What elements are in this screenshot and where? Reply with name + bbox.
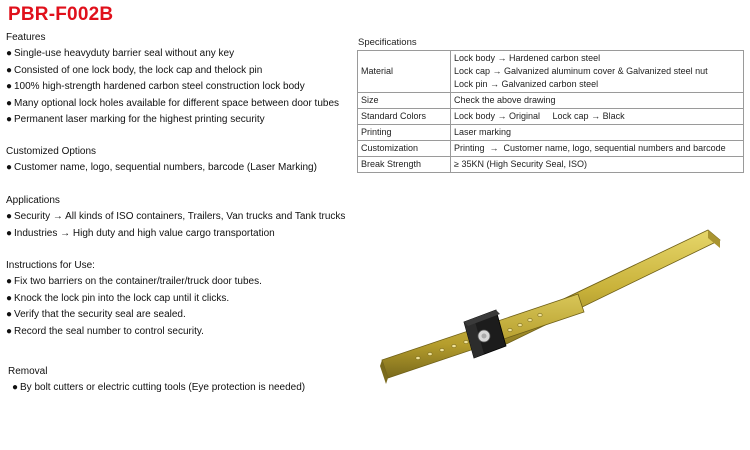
spec-value-line: Lock body → Hardened carbon steel [454,53,601,63]
table-row [358,141,744,157]
list-item: ● By bolt cutters or electric cutting tools (Eye protection is needed) [8,380,305,397]
features-heading: Features [6,32,46,43]
bullet-icon: ● [6,211,13,222]
spec-value: Check the above drawing [451,93,744,109]
list-item: ● Industries → High duty and high value cargo transportation [6,226,345,243]
customized-section [6,144,317,177]
spec-value-line: Lock pin → Galvanized carbon steel [454,79,599,89]
bullet-icon: ● [6,81,13,92]
table-row [358,109,744,125]
list-item: ● Consisted of one lock body, the lock cap and thelock pin [6,63,339,80]
applications-heading: Applications [6,195,60,206]
list-item: ● Record the seal number to control security. [6,324,262,341]
spec-key: Standard Colors [358,109,451,125]
spec-value: Lock body → Original Lock cap → Black [451,109,744,125]
list-item: ● Single-use heavyduty barrier seal without any key [6,46,339,63]
spec-key: Size [358,93,451,109]
barrier-seal-illustration-icon [378,218,748,398]
product-title: PBR-F002B [8,4,114,25]
bullet-icon: ● [6,48,13,59]
customized-heading: Customized Options [6,146,97,157]
table-row [358,51,744,93]
bullet-icon: ● [6,292,13,304]
applications-section [6,193,345,242]
removal-section [8,364,305,397]
bullet-icon: ● [6,309,13,320]
list-item: ● Fix two barriers on the container/trailer/truck door tubes. [6,274,262,291]
spec-key: Printing [358,125,451,141]
list-item: ● Security → All kinds of ISO containers, Trailers, Van trucks and Tank trucks [6,209,345,226]
features-section [6,30,339,129]
specifications-table [357,50,744,173]
bullet-icon: ● [6,97,13,109]
list-item: ● 100% high-strength hardened carbon steel construction lock body [6,79,339,96]
instructions-section [6,258,262,340]
spec-key: Customization [358,141,451,157]
bullet-icon: ● [6,162,13,173]
bullet-icon: ● [6,276,13,287]
product-photo [378,218,748,398]
list-item: ● Customer name, logo, sequential numbers, barcode (Laser Marking) [6,160,317,177]
spec-value: Printing → Customer name, logo, sequential numbers and barcode [451,141,744,157]
spec-value-line: Lock cap → Galvanized aluminum cover & Galvanized steel nut [454,66,708,76]
spec-key: Material [358,51,451,93]
features-list [6,46,339,129]
list-item: ● Permanent laser marking for the highest printing security [6,112,339,129]
bullet-icon: ● [6,325,13,337]
removal-heading: Removal [8,366,48,377]
spec-value: ≥ 35KN (High Security Seal, ISO) [451,157,744,173]
bullet-icon: ● [6,227,13,239]
bullet-icon: ● [12,382,19,393]
table-row [358,157,744,173]
specifications-heading: Specifications [358,37,417,48]
instructions-heading: Instructions for Use: [6,260,95,271]
table-row [358,93,744,109]
list-item: ● Knock the lock pin into the lock cap until it clicks. [6,291,262,308]
spec-value: Laser marking [451,125,744,141]
table-row [358,125,744,141]
bullet-icon: ● [6,64,13,76]
bullet-icon: ● [6,114,13,125]
list-item: ● Many optional lock holes available for different space between door tubes [6,96,339,113]
spec-value [451,51,744,93]
spec-key: Break Strength [358,157,451,173]
list-item: ● Verify that the security seal are sealed. [6,307,262,324]
